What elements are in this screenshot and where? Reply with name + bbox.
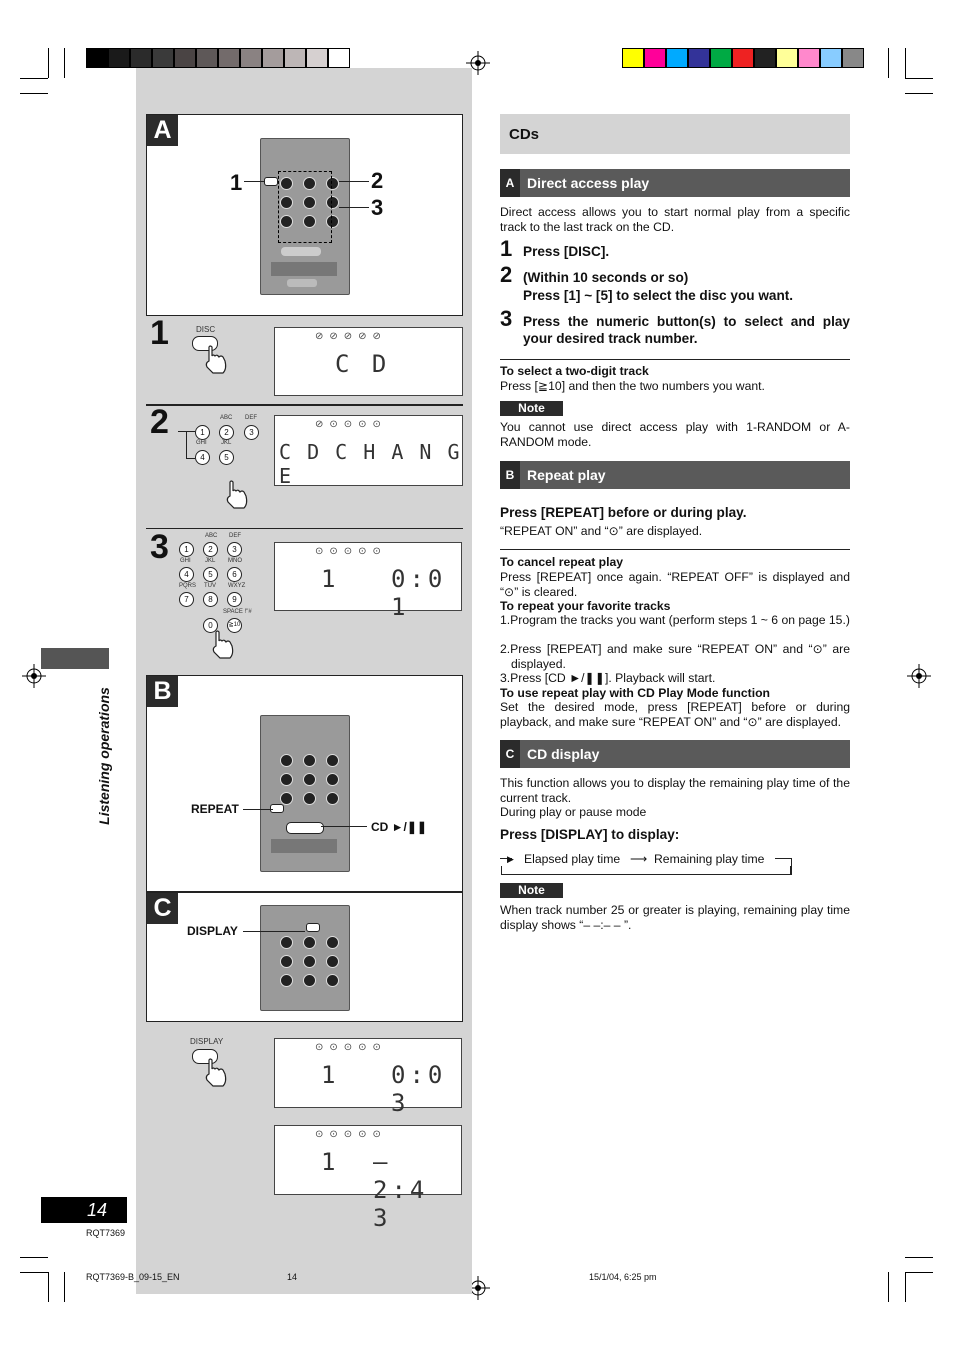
- lcd-display-elapsed: [274, 1038, 462, 1117]
- lcd-track: 1: [321, 1148, 340, 1176]
- remote-control: [260, 905, 350, 1011]
- cd-play-callout: CD ►/❚❚: [371, 820, 427, 834]
- section-heading-bar: [500, 114, 850, 154]
- numeric-key-8: 8: [203, 592, 218, 607]
- numeric-key-4: 4: [179, 567, 194, 582]
- numeric-key-0: 0: [203, 618, 218, 633]
- direct-access-bar: [500, 169, 850, 197]
- numeric-key-10plus: ≧10: [227, 618, 242, 633]
- disc-indicator-icons: ⊘⊘⊘⊘⊘: [315, 331, 387, 342]
- step-3-number: 3: [150, 528, 169, 566]
- two-digit-text: Press [≧10] and then the two numbers you want.: [500, 379, 765, 393]
- crop-mark: [905, 93, 933, 94]
- gray-swatch: [86, 48, 108, 68]
- numeric-key-7: 7: [179, 592, 194, 607]
- section-b-letter: B: [147, 676, 178, 707]
- lcd-text: C D C H A N G E: [279, 440, 462, 488]
- direct-access-intro: Direct access allows you to start normal play from a specific track to the last track on the CD.: [500, 205, 850, 234]
- sidebar-vertical-label: Listening operations: [96, 687, 112, 825]
- disc-indicator-icons: ⊙⊙⊙⊙⊙: [315, 1129, 387, 1140]
- key-label: ABC: [205, 533, 218, 539]
- key-label: ABC: [220, 415, 233, 421]
- crop-mark: [20, 78, 48, 79]
- page-number: 14: [41, 1197, 127, 1223]
- cd-display-intro2: During play or pause mode: [500, 805, 647, 819]
- tag-c: C: [500, 740, 520, 768]
- numeric-key-3: 3: [227, 542, 242, 557]
- lcd-time: – 2:4 3: [373, 1148, 429, 1232]
- color-swatch: [754, 48, 776, 68]
- finger-press-icon: [203, 345, 229, 375]
- crop-mark: [20, 1272, 48, 1273]
- color-swatch: [666, 48, 688, 68]
- disc-key-1: 1: [195, 425, 210, 440]
- key-label: TUV: [204, 583, 216, 589]
- registration-mark-icon: [907, 664, 931, 688]
- mode-text: Set the desired mode, press [REPEAT] before or during playback, and make sure “REPEAT ON” and “⊙” are displayed.: [500, 700, 850, 729]
- step-text: Press [1] ~ [5] to select the disc you want.: [523, 288, 794, 303]
- crop-mark: [64, 48, 65, 78]
- crop-mark: [20, 1257, 48, 1258]
- crop-mark: [905, 1272, 933, 1273]
- disc-indicator-icons: ⊙⊙⊙⊙⊙: [315, 546, 387, 557]
- section-c-letter: C: [147, 893, 178, 924]
- color-swatch: [644, 48, 666, 68]
- numeric-key-9: 9: [227, 592, 242, 607]
- lcd-display-step3: [274, 542, 462, 621]
- key-bracket: [186, 431, 195, 459]
- flow-arrow-icon: ▶: [507, 854, 514, 864]
- crop-mark: [888, 48, 889, 78]
- cancel-repeat-text: Press [REPEAT] once again. “REPEAT OFF” is displayed and “⊙” is cleared.: [500, 570, 850, 599]
- note-label: Note: [500, 883, 563, 898]
- cd-display-intro: This function allows you to display the remaining play time of the current track.: [500, 776, 850, 805]
- crop-mark: [905, 1257, 933, 1258]
- favorite-item: 1.Program the tracks you want (perform steps 1 ~ 6 on page 15.): [500, 613, 850, 627]
- step-text: Press the numeric button(s) to select and play your desired track number.: [523, 314, 850, 346]
- disc-key-3: 3: [244, 425, 259, 440]
- repeat-callout: REPEAT: [191, 802, 239, 816]
- gray-swatch: [262, 48, 284, 68]
- crop-mark: [48, 1272, 49, 1302]
- numeric-key-6: 6: [227, 567, 242, 582]
- repeat-play-title: Repeat play: [527, 467, 606, 483]
- step-number: 1: [500, 236, 513, 261]
- lcd-display-remaining: [274, 1125, 462, 1232]
- note-text: You cannot use direct access play with 1-RANDOM or A-RANDOM mode.: [500, 420, 850, 449]
- numeric-key-2: 2: [203, 542, 218, 557]
- gray-swatch: [130, 48, 152, 68]
- lcd-time: 0:0 3: [391, 1061, 447, 1117]
- key-label: GHI: [180, 558, 191, 564]
- lcd-text: C D: [335, 350, 391, 378]
- step-1-number: 1: [150, 314, 169, 352]
- tag-b: B: [500, 461, 520, 489]
- flow-elapsed: Elapsed play time: [524, 852, 621, 866]
- note-label: Note: [500, 401, 563, 416]
- color-swatch: [798, 48, 820, 68]
- lcd-track: 1: [321, 1061, 340, 1089]
- finger-press-icon: [224, 480, 250, 510]
- lcd-display-step1: [274, 327, 463, 396]
- step-number: 3: [500, 306, 513, 331]
- cd-display-title: CD display: [527, 746, 600, 762]
- lcd-display-step2: [274, 415, 463, 486]
- repeat-main: Press [REPEAT] before or during play.: [500, 505, 747, 520]
- display-button-label: DISPLAY: [190, 1037, 224, 1046]
- step-text: Press [DISC].: [523, 244, 610, 259]
- color-swatch: [776, 48, 798, 68]
- gray-swatch: [152, 48, 174, 68]
- gray-swatch: [306, 48, 328, 68]
- footer-page: 14: [287, 1272, 298, 1282]
- gray-swatch: [174, 48, 196, 68]
- callout-3: 3: [371, 195, 384, 220]
- crop-mark: [905, 1272, 906, 1302]
- figure-a-remote-box: [146, 114, 463, 316]
- key-label: JKL: [221, 440, 232, 446]
- remote-control: [260, 138, 350, 295]
- disc-key-5: 5: [219, 450, 234, 465]
- repeat-sub: “REPEAT ON” and “⊙” are displayed.: [500, 524, 703, 538]
- disc-button-label: DISC: [196, 325, 216, 334]
- key-label: PQRS: [179, 583, 197, 589]
- step-text: (Within 10 seconds or so): [523, 270, 689, 285]
- note-text: When track number 25 or greater is playing, remaining play time display shows “– –:– – ”.: [500, 903, 850, 932]
- step-number: 2: [500, 262, 513, 287]
- color-swatch: [842, 48, 864, 68]
- model-code: RQT7369: [86, 1228, 126, 1238]
- mode-title: To use repeat play with CD Play Mode function: [500, 686, 770, 700]
- key-label: DEF: [229, 533, 241, 539]
- finger-press-icon: [210, 630, 236, 660]
- crop-mark: [888, 1272, 889, 1302]
- gray-swatch: [108, 48, 130, 68]
- sidebar-tab: [41, 648, 109, 669]
- key-label: WXYZ: [228, 583, 246, 589]
- footer-date: 15/1/04, 6:25 pm: [589, 1272, 657, 1282]
- color-swatch: [688, 48, 710, 68]
- cancel-repeat-title: To cancel repeat play: [500, 555, 624, 569]
- gray-swatch: [196, 48, 218, 68]
- cd-display-main: Press [DISPLAY] to display:: [500, 827, 680, 842]
- footer-file: RQT7369-B_09-15_EN: [86, 1272, 180, 1282]
- key-label: GHI: [196, 440, 207, 446]
- disc-indicator-icons: ⊘⊙⊙⊙⊙: [315, 419, 387, 430]
- gray-swatch: [218, 48, 240, 68]
- gray-swatch: [328, 48, 350, 68]
- section-a-letter: A: [147, 115, 178, 146]
- crop-mark: [905, 78, 933, 79]
- gray-swatch: [240, 48, 262, 68]
- disc-indicator-icons: ⊙⊙⊙⊙⊙: [315, 1042, 387, 1053]
- remote-keypad: [280, 754, 339, 805]
- display-callout: DISPLAY: [187, 924, 238, 938]
- cd-display-bar: [500, 740, 850, 768]
- disc-key-4: 4: [195, 450, 210, 465]
- callout-2: 2: [371, 168, 384, 193]
- two-digit-title: To select a two-digit track: [500, 364, 649, 378]
- color-swatch: [710, 48, 732, 68]
- repeat-play-bar: [500, 461, 850, 489]
- key-label: SPACE !"#: [223, 609, 252, 615]
- crop-mark: [20, 93, 48, 94]
- remote-control: [260, 715, 350, 872]
- key-label: JKL: [205, 558, 216, 564]
- sidebar-label-container: [96, 676, 116, 836]
- favorite-item: 3.Press [CD ►/❚❚]. Playback will start.: [500, 671, 716, 685]
- disc-key-2: 2: [219, 425, 234, 440]
- step-2-number: 2: [150, 403, 169, 441]
- numeric-key-5: 5: [203, 567, 218, 582]
- lcd-time: 0:0 1: [391, 565, 447, 621]
- favorite-item: 2.Press [REPEAT] and make sure “REPEAT ON” and “⊙” are displayed.: [500, 642, 850, 671]
- numeric-key-1: 1: [179, 542, 194, 557]
- crop-mark: [64, 1272, 65, 1302]
- direct-access-title: Direct access play: [527, 175, 650, 191]
- finger-press-icon: [203, 1058, 229, 1088]
- color-swatch: [732, 48, 754, 68]
- color-swatch: [820, 48, 842, 68]
- tag-a: A: [500, 169, 520, 197]
- crop-mark: [905, 48, 906, 78]
- flow-arrow-icon: ⟶: [630, 852, 648, 866]
- figure-c-remote-box: [146, 892, 463, 1022]
- lcd-track: 1: [321, 565, 340, 593]
- remote-keypad: [280, 936, 339, 987]
- key-label: MNO: [228, 558, 242, 564]
- gray-swatch: [284, 48, 306, 68]
- crop-mark: [48, 48, 49, 78]
- section-heading: CDs: [509, 126, 540, 143]
- favorite-title: To repeat your favorite tracks: [500, 599, 671, 613]
- key-label: DEF: [245, 415, 257, 421]
- color-swatch: [622, 48, 644, 68]
- figure-b-remote-box: [146, 675, 463, 892]
- flow-remaining: Remaining play time: [654, 852, 765, 866]
- callout-1: 1: [230, 170, 243, 195]
